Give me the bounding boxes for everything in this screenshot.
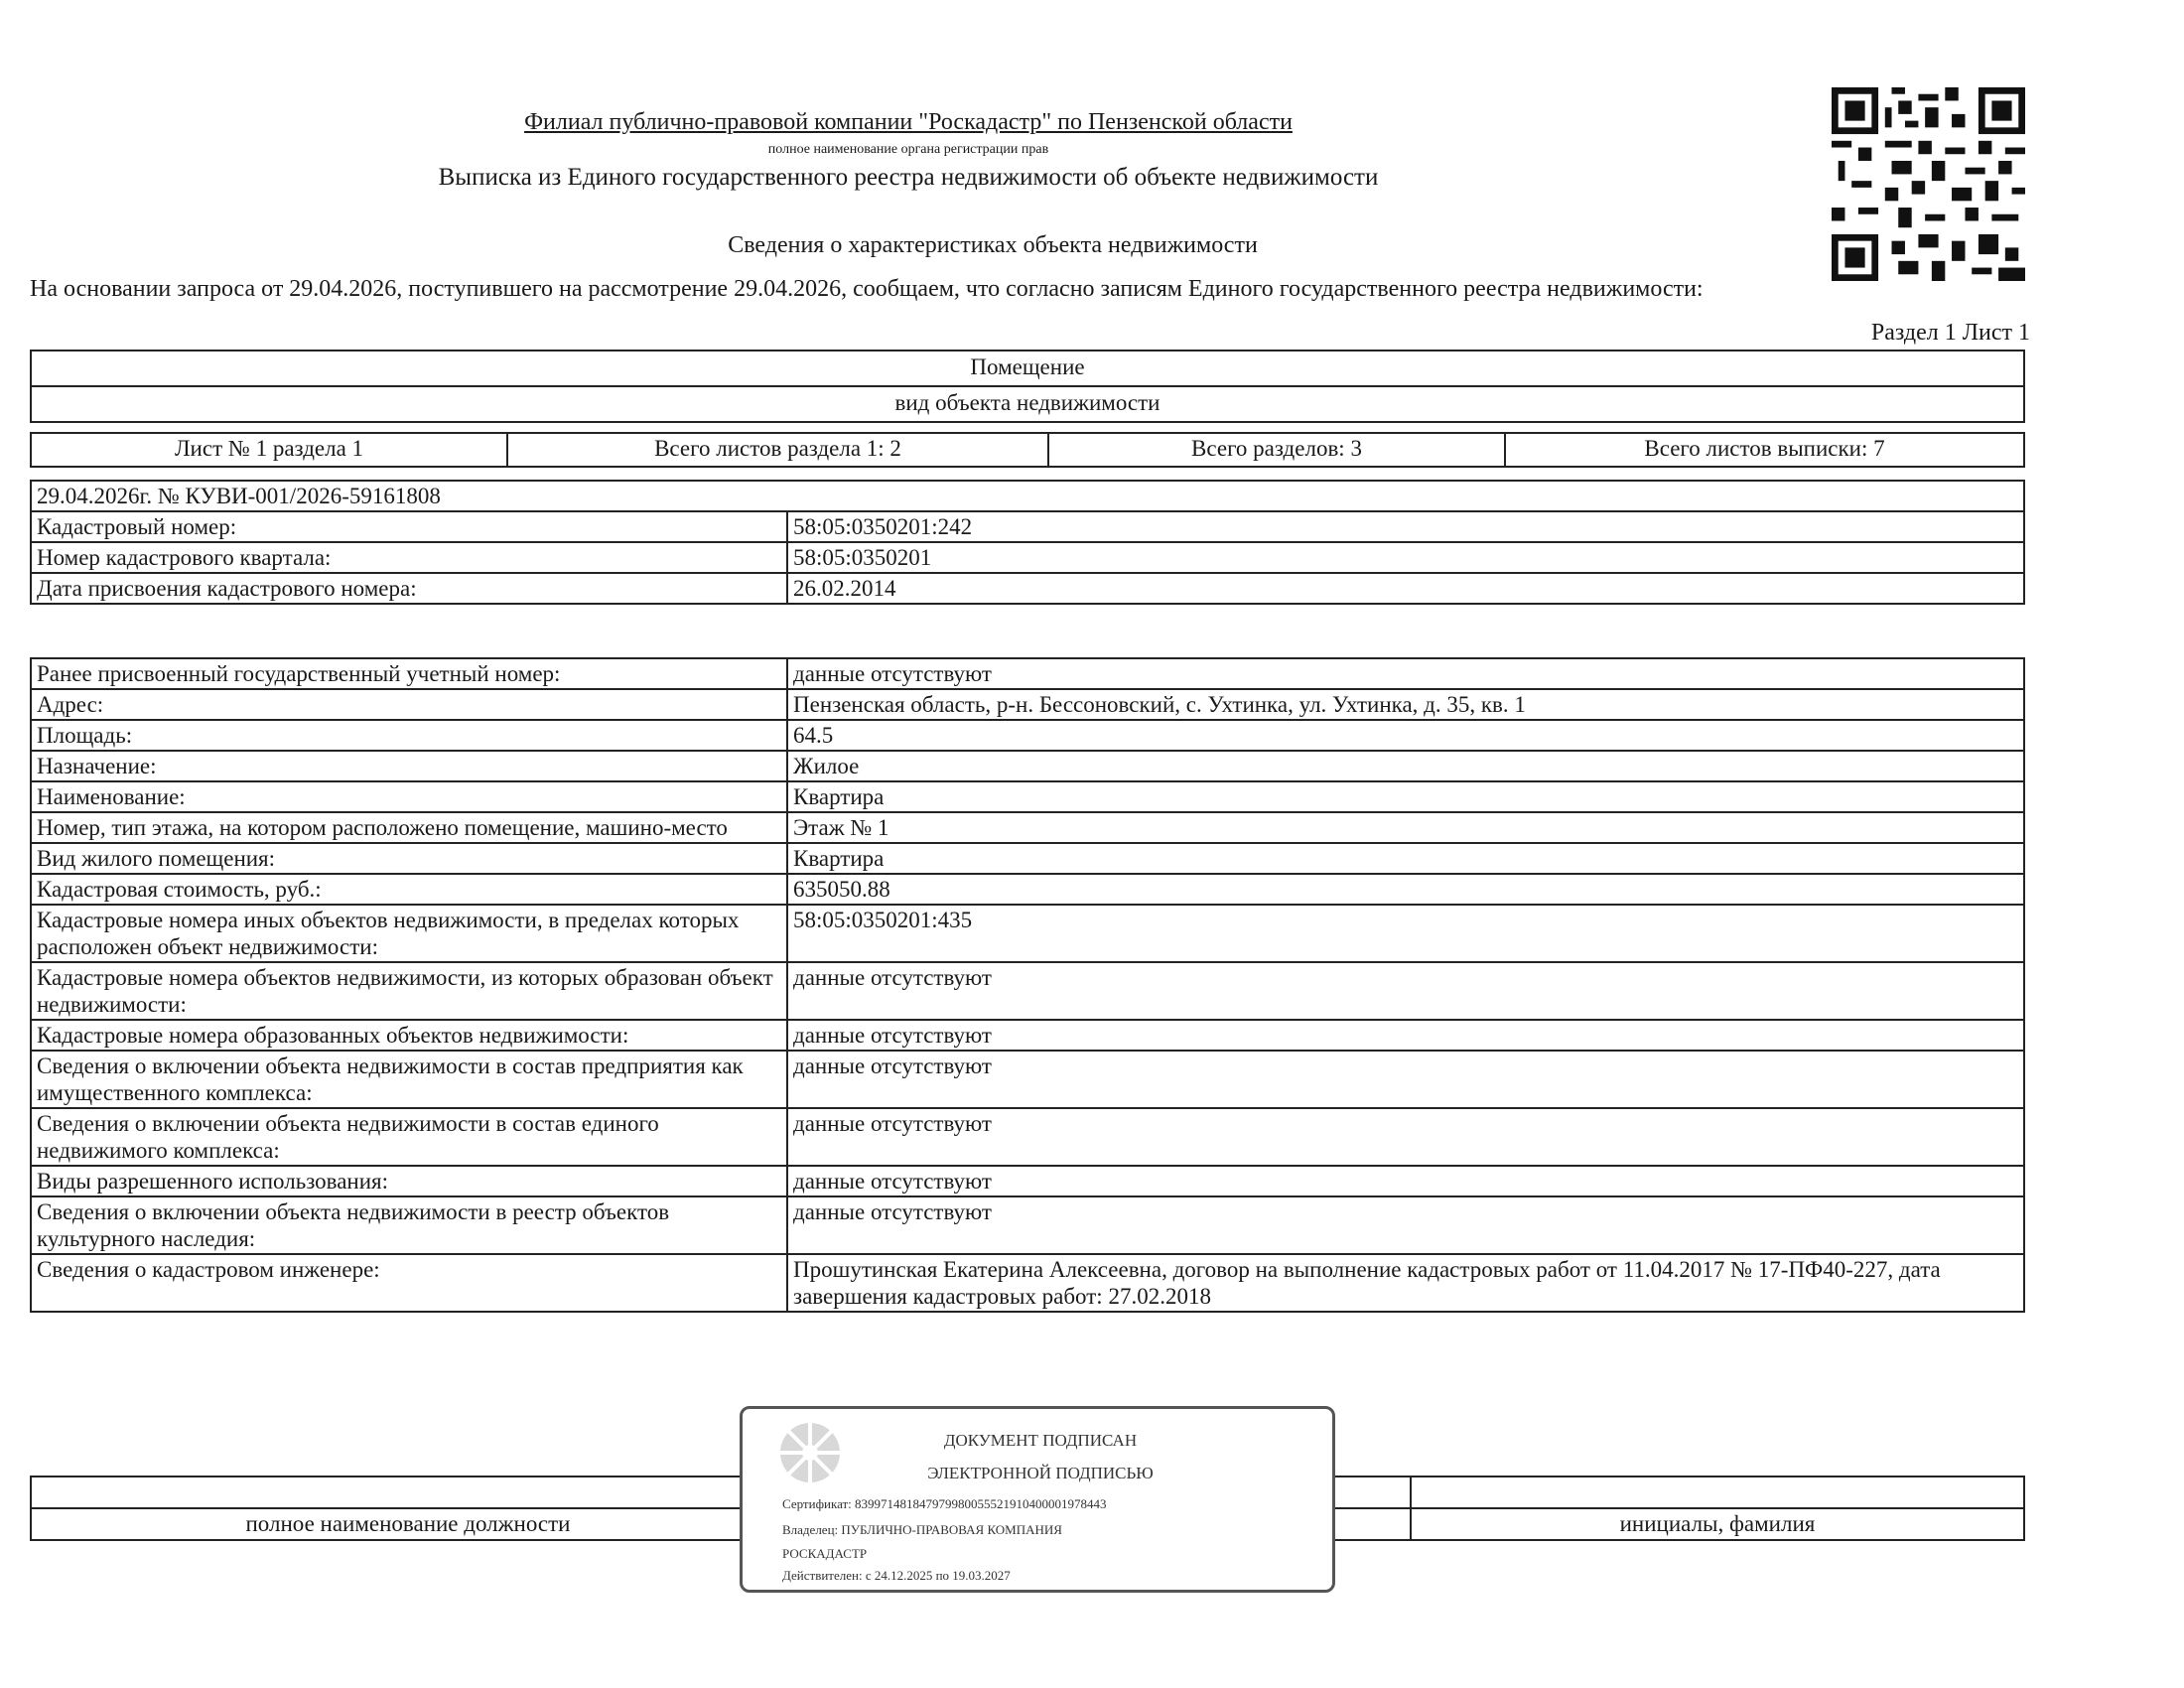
detail-value: Прошутинская Екатерина Алексеевна, договор на выполнение кадастровых работ от 11.04.2017 № 17-ПФ40-227, дата завершения кадастровых работ: 27.02.2018 (787, 1254, 2024, 1312)
total-sections: Всего разделов: 3 (1048, 433, 1505, 467)
record-label: Дата присвоения кадастрового номера: (31, 573, 787, 604)
record-label: Кадастровый номер: (31, 511, 787, 542)
record-label: Номер кадастрового квартала: (31, 542, 787, 573)
section-title: Сведения о характеристиках объекта недвижимости (728, 232, 1258, 258)
detail-value: данные отсутствуют (787, 1196, 2024, 1254)
detail-label: Номер, тип этажа, на котором расположено помещение, машино-место (31, 812, 787, 843)
table-row (31, 962, 2024, 1020)
detail-value: данные отсутствуют (787, 962, 2024, 1020)
detail-label: Ранее присвоенный государственный учетный номер: (31, 658, 787, 689)
record-table (30, 480, 2025, 605)
record-number: 29.04.2026г. № КУВИ-001/2026-59161808 (31, 481, 2024, 511)
detail-value: данные отсутствуют (787, 1020, 2024, 1051)
detail-label: Наименование: (31, 781, 787, 812)
table-row (31, 751, 2024, 781)
table-row (31, 658, 2024, 689)
stamp-line2: ЭЛЕКТРОННОЙ ПОДПИСЬЮ (927, 1464, 1154, 1482)
stamp-owner: Владелец: ПУБЛИЧНО-ПРАВОВАЯ КОМПАНИЯ (782, 1522, 1062, 1537)
table-row (31, 843, 2024, 874)
detail-value: данные отсутствуют (787, 658, 2024, 689)
sheets-info-table (30, 432, 2025, 468)
table-row (31, 1051, 2024, 1108)
details-table (30, 657, 2025, 1313)
intro-text: На основании запроса от 29.04.2026, поступившего на рассмотрение 29.04.2026, сообщаем, что согласно записям Единого государственного реестра недвижимости: (30, 276, 1704, 302)
stamp-owner-name: РОСКАДАСТР (782, 1546, 868, 1561)
detail-label: Кадастровые номера образованных объектов недвижимости: (31, 1020, 787, 1051)
detail-label: Адрес: (31, 689, 787, 720)
stamp-validity: Действителен: с 24.12.2025 по 19.03.2027 (782, 1568, 1011, 1583)
detail-label: Вид жилого помещения: (31, 843, 787, 874)
record-value: 58:05:0350201 (787, 542, 2024, 573)
doc-title: Выписка из Единого государственного реестра недвижимости об объекте недвижимости (438, 164, 1379, 191)
detail-value: 635050.88 (787, 874, 2024, 905)
table-row (31, 511, 2024, 542)
table-row (31, 781, 2024, 812)
detail-label: Кадастровые номера иных объектов недвижимости, в пределах которых расположен объект недвижимости: (31, 905, 787, 962)
table-row (31, 1254, 2024, 1312)
detail-value: Пензенская область, р-н. Бессоновский, с. Ухтинка, ул. Ухтинка, д. 35, кв. 1 (787, 689, 2024, 720)
detail-label: Сведения о включении объекта недвижимости в состав единого недвижимого комплекса: (31, 1108, 787, 1166)
position-caption: полное наименование должности (31, 1508, 785, 1540)
record-value: 26.02.2014 (787, 573, 2024, 604)
detail-label: Виды разрешенного использования: (31, 1166, 787, 1196)
detail-value: данные отсутствуют (787, 1108, 2024, 1166)
total-sheets: Всего листов выписки: 7 (1505, 433, 2024, 467)
record-value: 58:05:0350201:242 (787, 511, 2024, 542)
sheet-number: Лист № 1 раздела 1 (31, 433, 507, 467)
detail-label: Сведения о включении объекта недвижимости в состав предприятия как имущественного комплекса: (31, 1051, 787, 1108)
stamp-line1: ДОКУМЕНТ ПОДПИСАН (943, 1431, 1138, 1450)
object-type-box (30, 350, 2025, 423)
table-row (31, 720, 2024, 751)
object-type: Помещение (32, 352, 2023, 387)
detail-label: Кадастровые номера объектов недвижимости, из которых образован объект недвижимости: (31, 962, 787, 1020)
table-row (31, 874, 2024, 905)
detail-label: Сведения о кадастровом инженере: (31, 1254, 787, 1312)
detail-value: Квартира (787, 781, 2024, 812)
table-row (31, 689, 2024, 720)
detail-value: Этаж № 1 (787, 812, 2024, 843)
table-row (31, 812, 2024, 843)
org-caption: полное наименование органа регистрации прав (767, 142, 1049, 157)
detail-value: Квартира (787, 843, 2024, 874)
detail-label: Площадь: (31, 720, 787, 751)
detail-label: Сведения о включении объекта недвижимости в реестр объектов культурного наследия: (31, 1196, 787, 1254)
stamp-certificate: Сертификат: 839971481847979980055521910400001978443 (782, 1496, 1107, 1511)
detail-value: 58:05:0350201:435 (787, 905, 2024, 962)
name-caption: инициалы, фамилия (1411, 1508, 2024, 1540)
detail-value: 64.5 (787, 720, 2024, 751)
detail-value: данные отсутствуют (787, 1051, 2024, 1108)
electronic-signature-stamp (740, 1406, 1335, 1593)
table-row (31, 1020, 2024, 1051)
object-type-caption: вид объекта недвижимости (894, 390, 1160, 415)
table-row (31, 1196, 2024, 1254)
detail-label: Назначение: (31, 751, 787, 781)
sheet-reference: Раздел 1 Лист 1 (1870, 320, 2030, 346)
detail-value: данные отсутствуют (787, 1166, 2024, 1196)
table-row (31, 1108, 2024, 1166)
table-row (31, 573, 2024, 604)
detail-label: Кадастровая стоимость, руб.: (31, 874, 787, 905)
table-row (31, 1166, 2024, 1196)
table-row (31, 905, 2024, 962)
detail-value: Жилое (787, 751, 2024, 781)
org-name: Филиал публично-правовой компании "Роскадастр" по Пензенской области (524, 109, 1293, 135)
table-row (31, 542, 2024, 573)
total-section-sheets: Всего листов раздела 1: 2 (507, 433, 1048, 467)
